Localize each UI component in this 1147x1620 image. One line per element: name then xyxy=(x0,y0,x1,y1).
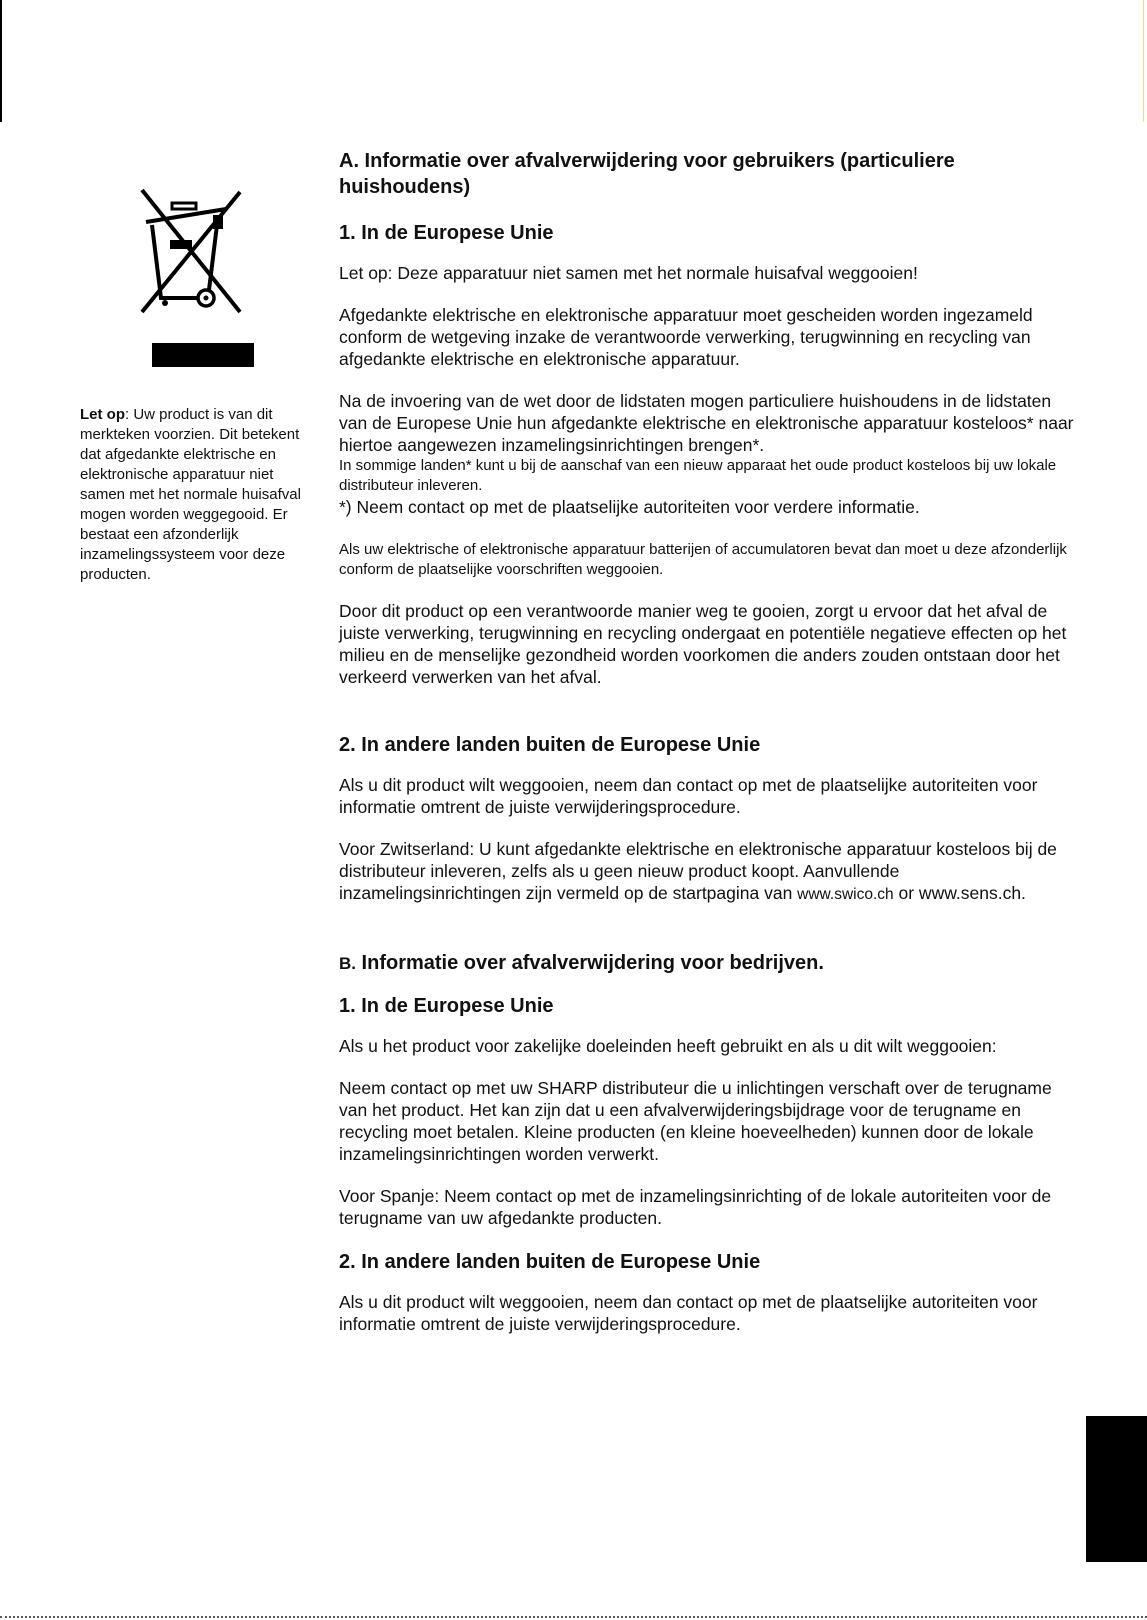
section-a-eu-p3: Na de invoering van de wet door de lidstaten mogen particuliere huishoudens in de lidstaten van de Europese Unie hun afgedankte elektrische en elektronische apparatuur kosteloos* naar hiertoe aangewezen inzamelingsinrichtingen brengen*. xyxy=(339,391,1074,455)
section-a-other-heading: 2. In andere landen buiten de Europese Unie xyxy=(339,734,761,756)
section-a-title: A. Informatie over afvalverwijdering voor gebruikers (particuliere huishoudens) xyxy=(339,150,955,198)
section-a-other-p2 xyxy=(339,838,1074,906)
section-a-eu-footnote: *) Neem contact op met de plaatselijke autoriteiten voor verdere informatie. xyxy=(339,497,920,517)
sidebar-note-bold: Let op xyxy=(80,406,125,423)
section-a-eu-heading: 1. In de Europese Unie xyxy=(339,222,554,244)
sidebar-note xyxy=(80,405,305,585)
section-b-eu-p2: Neem contact op met uw SHARP distributeur die u inlichtingen verschaft over de terugname van het product. Het kan zijn dat u een afvalverwijderingsbijdrage voor de terugname en recycling moet betalen. Kleine producten (en kleine hoeveelheden) kunnen door de lokale inzamelingsinrichtingen worden verwerkt. xyxy=(339,1078,1052,1164)
page-edge-right xyxy=(1143,0,1144,122)
main-content xyxy=(339,148,1074,1355)
section-a-other-p2-main: Voor Zwitserland: U kunt afgedankte elektrische en elektronische apparatuur kosteloos bij de distributeur inleveren, zelfs als u geen nieuw product koopt. Aanvullende inzamelingsinrichtingen zijn vermeld op de startpagina van xyxy=(339,839,1057,903)
section-b-title-rest: Informatie over afvalverwijdering voor bedrijven. xyxy=(356,952,824,974)
section-a-eu-p3-small: In sommige landen* kunt u bij de aanschaf van een nieuw apparaat het oude product kosteloos bij uw lokale distributeur inleveren. xyxy=(339,457,1057,494)
page-bottom-dotted-line xyxy=(0,1616,1147,1618)
section-a-eu-p5: Door dit product op een verantwoorde manier weg te gooien, zorgt u ervoor dat het afval de juiste verwerking, terugwinning en recycling ondergaat en potentiële negatieve effecten op het milieu en de menselijke gezondheid worden voorkomen die anders zouden ontstaan door het verkeerd verwerken van het afval. xyxy=(339,601,1067,687)
section-a-other-p2-end: or www.sens.ch. xyxy=(893,883,1026,903)
section-b-other-heading: 2. In andere landen buiten de Europese Unie xyxy=(339,1251,761,1273)
section-a-eu-p1: Let op: Deze apparatuur niet samen met het normale huisafval weggooien! xyxy=(339,263,918,283)
section-a-eu-p2: Afgedankte elektrische en elektronische apparatuur moet gescheiden worden ingezameld conform de wetgeving inzake de verantwoorde verwerking, terugwinning en recycling van afgedankte elektrische en elektronische apparatuur. xyxy=(339,305,1033,369)
sidebar xyxy=(80,130,305,600)
language-tab-marker xyxy=(1086,1416,1147,1562)
section-b-other-p1: Als u dit product wilt weggooien, neem dan contact op met de plaatselijke autoriteiten voor informatie omtrent de juiste verwijderingsprocedure. xyxy=(339,1292,1038,1334)
section-a-eu-p4: Als uw elektrische of elektronische apparatuur batterijen of accumulatoren bevat dan moet u deze afzonderlijk conform de plaatselijke voorschriften weggooien. xyxy=(339,541,1067,578)
sidebar-note-text: : Uw product is van dit merkteken voorzien. Dit betekent dat afgedankte elektrische en elektronische apparatuur niet samen met het normale huisafval mogen worden weggegooid. Er bestaat een afzonderlijk inzamelingssysteem voor deze producten. xyxy=(80,406,301,583)
section-b-title-lead: B. xyxy=(339,954,356,973)
swico-link: www.swico.ch xyxy=(797,886,894,903)
section-a-other-p1: Als u dit product wilt weggooien, neem dan contact op met de plaatselijke autoriteiten voor informatie omtrent de juiste verwijderingsprocedure. xyxy=(339,775,1038,817)
section-b-eu-heading: 1. In de Europese Unie xyxy=(339,995,554,1017)
page-edge-left xyxy=(0,0,2,122)
section-b-eu-p1: Als u het product voor zakelijke doeleinden heeft gebruikt en als u dit wilt weggooien: xyxy=(339,1036,997,1056)
crossed-out-wheelie-bin-icon xyxy=(108,130,258,380)
section-b-eu-p3: Voor Spanje: Neem contact op met de inzamelingsinrichting of de lokale autoriteiten voor de terugname van uw afgedankte producten. xyxy=(339,1186,1052,1228)
section-b-title xyxy=(339,950,1074,977)
